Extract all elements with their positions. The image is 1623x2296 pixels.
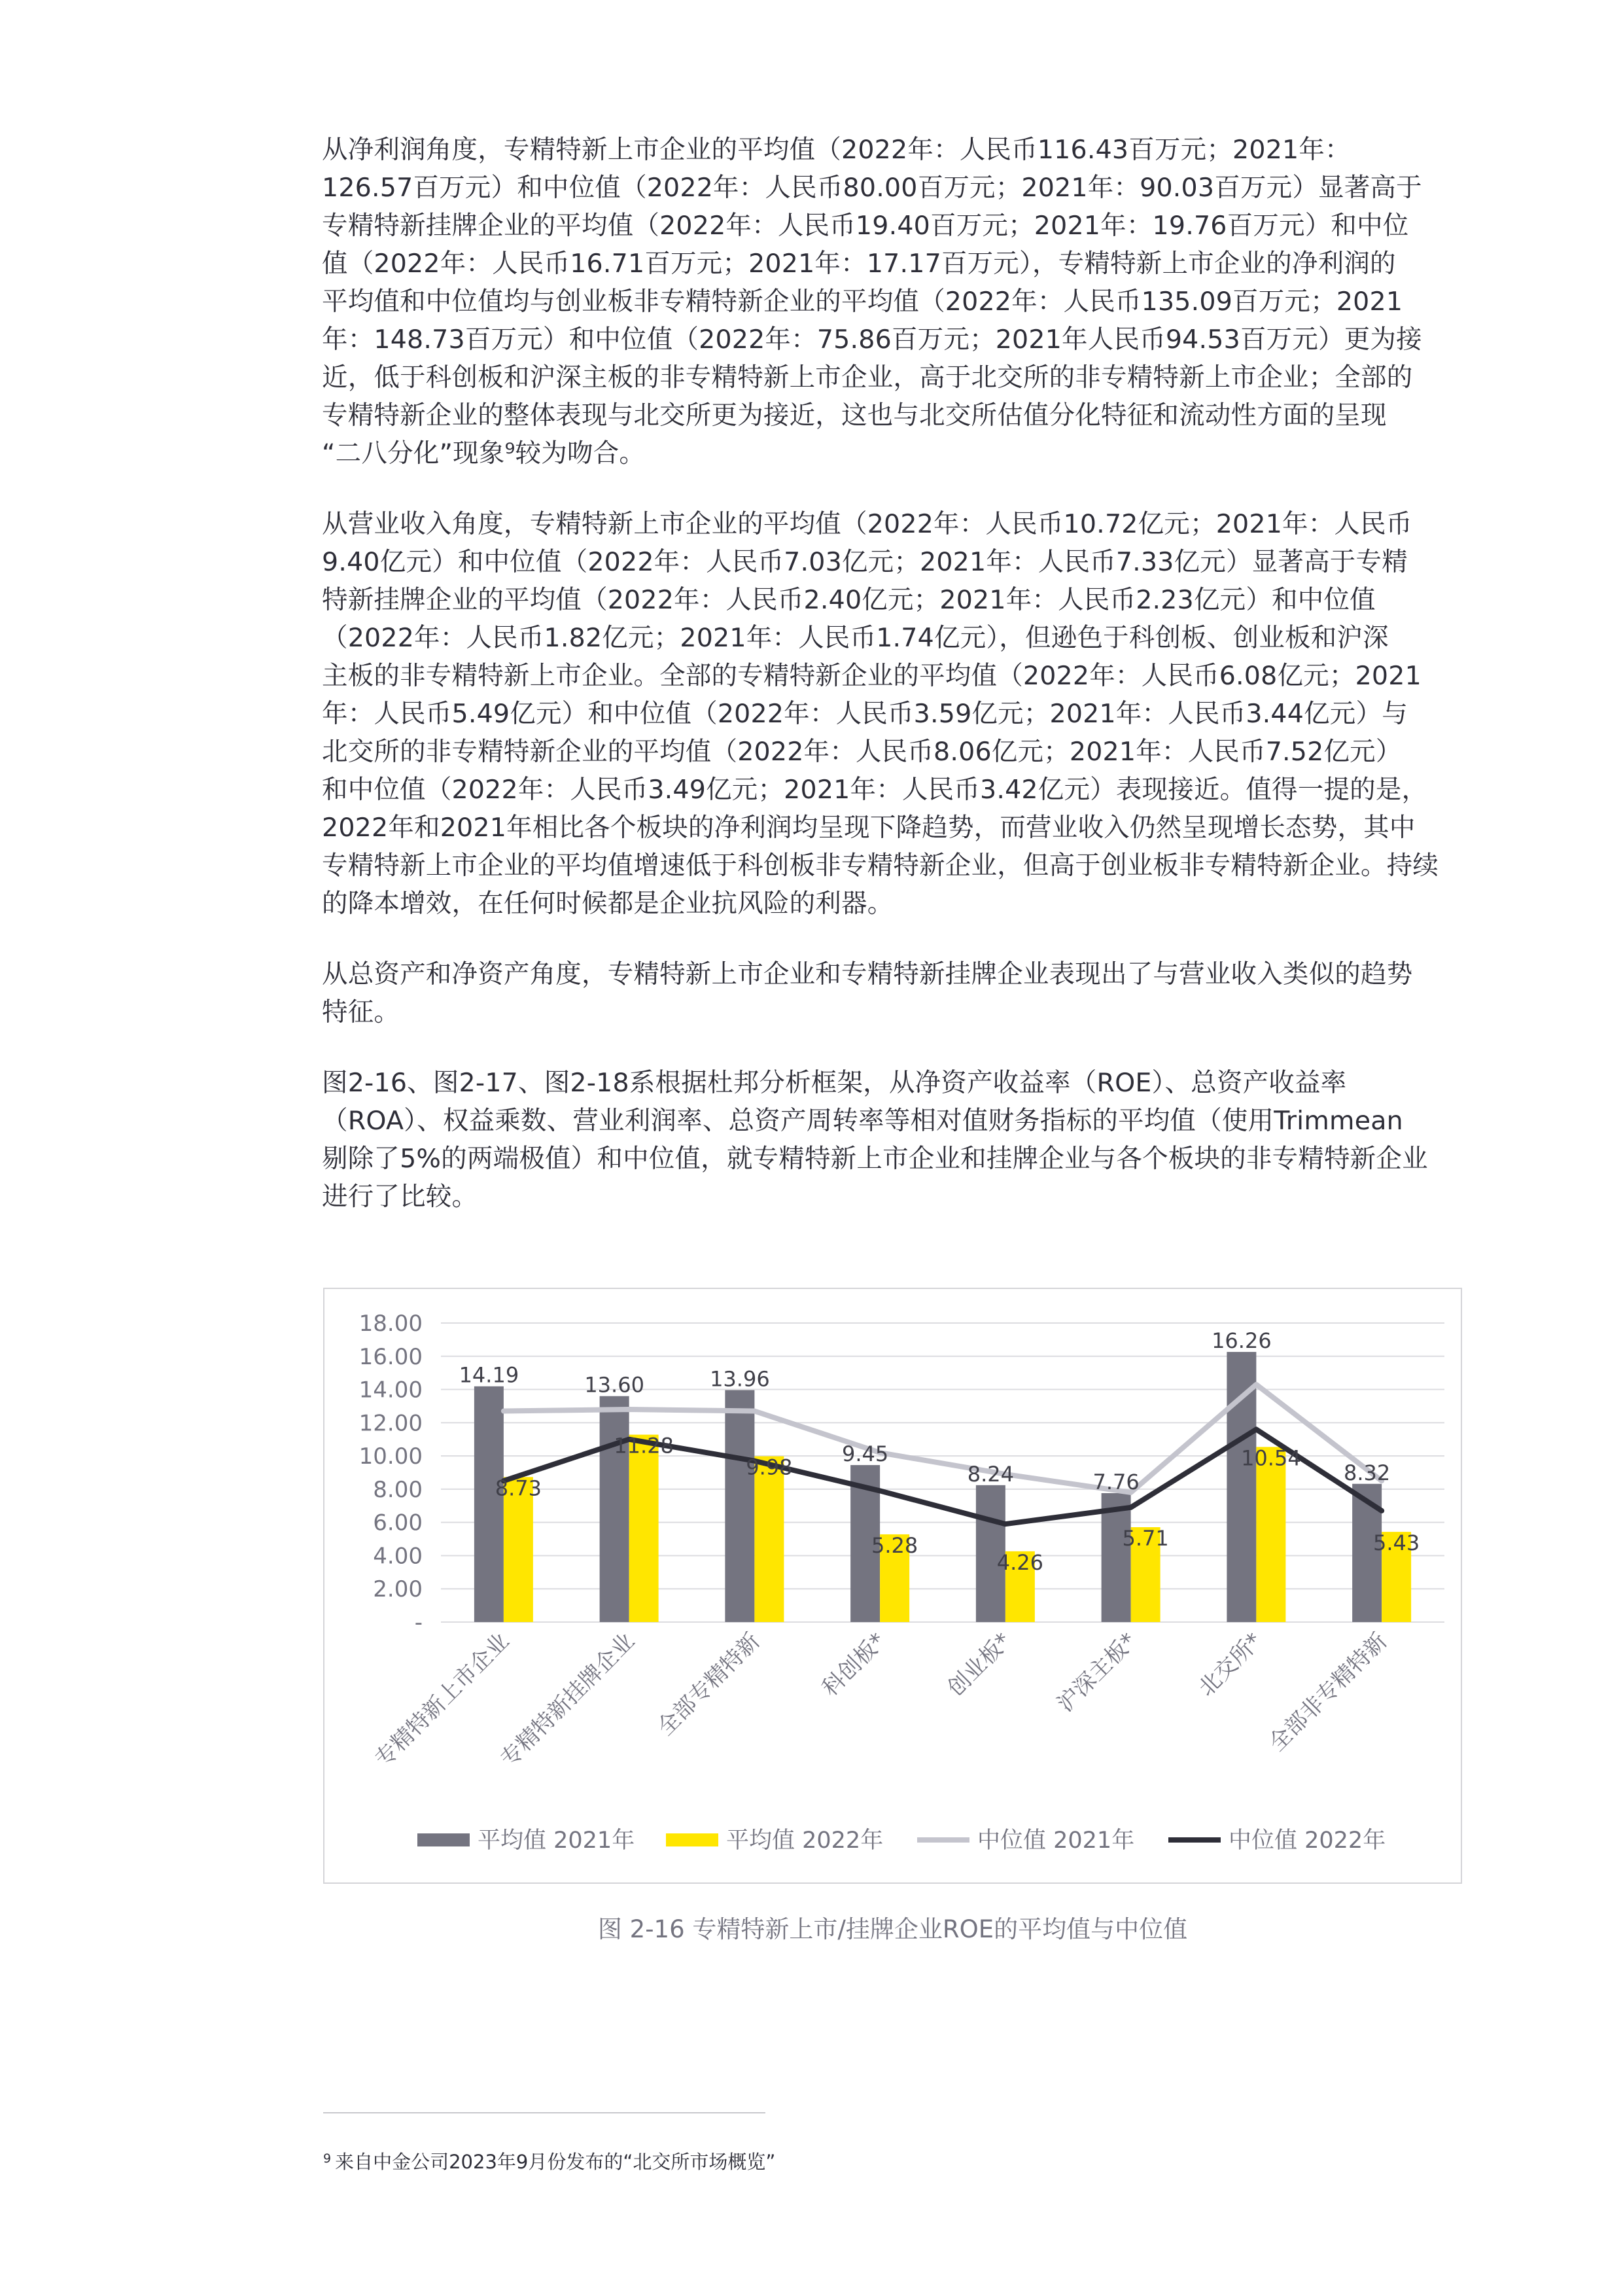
bar-2021-avg <box>1227 1352 1256 1622</box>
data-label: 8.73 <box>495 1475 542 1501</box>
legend-swatch <box>666 1833 718 1846</box>
paragraph-revenue: 从营业收入角度，专精特新上市企业的平均值（2022年：人民币10.72亿元；2021年：人民币 9.40亿元）和中位值（2022年：人民币7.03亿元；2021年：人民币7.33亿元）显著高于专精 特新挂牌企业的平均值（2022年：人民币2.40亿元；2021年：人民币2.23亿元）和中位值 （2022年：人民币1.82亿元；2021年：人民币1.74亿元），但逊色于科创板、创业板和沪深 主板的非专精特新上市企业。全部的专精特新企业的平均值（2022年：人民币6.08亿元；2021 年：人民币5.49亿元）和中位值（2022年：人民币3.59亿元；2021年：人民币3.44亿元）与 北交所的非专精特新企业的平均值（2022年：人民币8.06亿元；2021年：人民币7.52亿元） 和中位值（2022年：人民币3.49亿元；2021年：人民币3.42亿元）表现接近。值得一提的是， 2022年和2021年相比各个板块的净利润均呈现下降趋势，而营业收入仍然呈现增长态势，其中 专精特新上市企业的平均值增速低于科创板非专精特新企业，但高于创业板非专精特新企业。持续 的降本增效，在任何时候都是企业抗风险的利器。 <box>322 509 1439 919</box>
data-label: 4.26 <box>996 1549 1043 1575</box>
roe-chart-svg <box>324 1289 1463 1885</box>
x-category-label: 专精特新上市企业 <box>370 1628 515 1773</box>
paragraph-dupont-intro: 图2-16、图2-17、图2-18系根据杜邦分析框架，从净资产收益率（ROE）、总资产收益率 （ROA）、权益乘数、营业利润率、总资产周转率等相对值财务指标的平均值（使用Trimmean 剔除了5%的两端极值）和中位值，就专精特新上市企业和挂牌企业与各个板块的非专精特新企业 进行了比较。 <box>322 1068 1428 1212</box>
footnote <box>323 2147 775 2174</box>
y-tick-label: 4.00 <box>373 1543 423 1570</box>
data-label: 5.28 <box>871 1532 918 1558</box>
footnote-marker: 9 <box>323 2151 332 2166</box>
body-text <box>322 131 1463 1248</box>
y-tick-label: - <box>414 1610 423 1636</box>
y-tick-label: 8.00 <box>373 1476 423 1503</box>
data-label: 16.26 <box>1212 1328 1272 1354</box>
y-tick-label: 10.00 <box>358 1443 423 1470</box>
data-label: 11.28 <box>614 1433 674 1458</box>
data-label: 5.71 <box>1122 1526 1169 1551</box>
legend-label: 中位值 2021年 <box>977 1828 1135 1854</box>
x-category-label: 科创板* <box>817 1628 891 1702</box>
x-category-label: 全部专精特新 <box>652 1628 765 1741</box>
data-label: 13.96 <box>710 1366 770 1392</box>
legend-label: 平均值 2022年 <box>726 1828 884 1854</box>
x-category-label: 创业板* <box>942 1628 1017 1702</box>
data-label: 9.45 <box>842 1441 889 1467</box>
bar-2021-avg <box>600 1396 629 1622</box>
bar-2022-avg <box>1256 1447 1285 1622</box>
bar-2022-avg <box>754 1457 784 1622</box>
paragraph-assets: 从总资产和净资产角度，专精特新上市企业和专精特新挂牌企业表现出了与营业收入类似的趋势 特征。 <box>322 959 1413 1027</box>
data-label: 8.24 <box>967 1461 1014 1487</box>
data-label: 13.60 <box>584 1372 644 1398</box>
data-label: 9.98 <box>746 1455 793 1480</box>
paragraph-net-profit: 从净利润角度，专精特新上市企业的平均值（2022年：人民币116.43百万元；2021年： 126.57百万元）和中位值（2022年：人民币80.00百万元；2021年：90.03百万元）显著高于 专精特新挂牌企业的平均值（2022年：人民币19.40百万元；2021年：19.76百万元）和中位 值（2022年：人民币16.71百万元；2021年：17.17百万元），专精特新上市企业的净利润的 平均值和中位值均与创业板非专精特新企业的平均值（2022年：人民币135.09百万元；2021 年：148.73百万元）和中位值（2022年：75.86百万元；2021年人民币94.53百万元）更为接 近，低于科创板和沪深主板的非专精特新上市企业，高于北交所的非专精特新上市企业；全部的 专精特新企业的整体表现与北交所更为接近，这也与北交所估值分化特征和流动性方面的呈现 “二八分化”现象⁹较为吻合。 <box>322 135 1422 468</box>
data-label: 8.32 <box>1344 1460 1391 1485</box>
y-tick-label: 6.00 <box>373 1510 423 1536</box>
y-tick-label: 18.00 <box>358 1311 423 1337</box>
bar-2022-avg <box>629 1435 659 1622</box>
x-category-label: 全部非专精特新 <box>1263 1628 1393 1757</box>
figure-caption: 图 2-16 专精特新上市/挂牌企业ROE的平均值与中位值 <box>597 1915 1188 1943</box>
x-category-label: 沪深主板* <box>1052 1628 1142 1718</box>
x-category-label: 北交所* <box>1193 1628 1267 1702</box>
roe-chart <box>323 1288 1462 1884</box>
legend-label: 平均值 2021年 <box>478 1828 635 1854</box>
legend-label: 中位值 2022年 <box>1229 1828 1386 1854</box>
footnote-divider <box>323 2112 765 2113</box>
y-tick-label: 14.00 <box>358 1377 423 1404</box>
data-label: 10.54 <box>1241 1445 1301 1471</box>
bar-2021-avg <box>725 1390 754 1622</box>
x-category-label: 专精特新挂牌企业 <box>495 1628 640 1773</box>
footnote-text: 来自中金公司2023年9月份发布的“北交所市场概览” <box>335 2151 776 2173</box>
bar-2021-avg <box>474 1386 504 1622</box>
y-tick-label: 2.00 <box>373 1576 423 1603</box>
legend-swatch <box>417 1833 470 1846</box>
y-tick-label: 16.00 <box>358 1343 423 1370</box>
data-label: 5.43 <box>1373 1530 1420 1556</box>
data-label: 14.19 <box>459 1362 519 1388</box>
y-tick-label: 12.00 <box>358 1410 423 1437</box>
data-label: 7.76 <box>1092 1469 1140 1494</box>
